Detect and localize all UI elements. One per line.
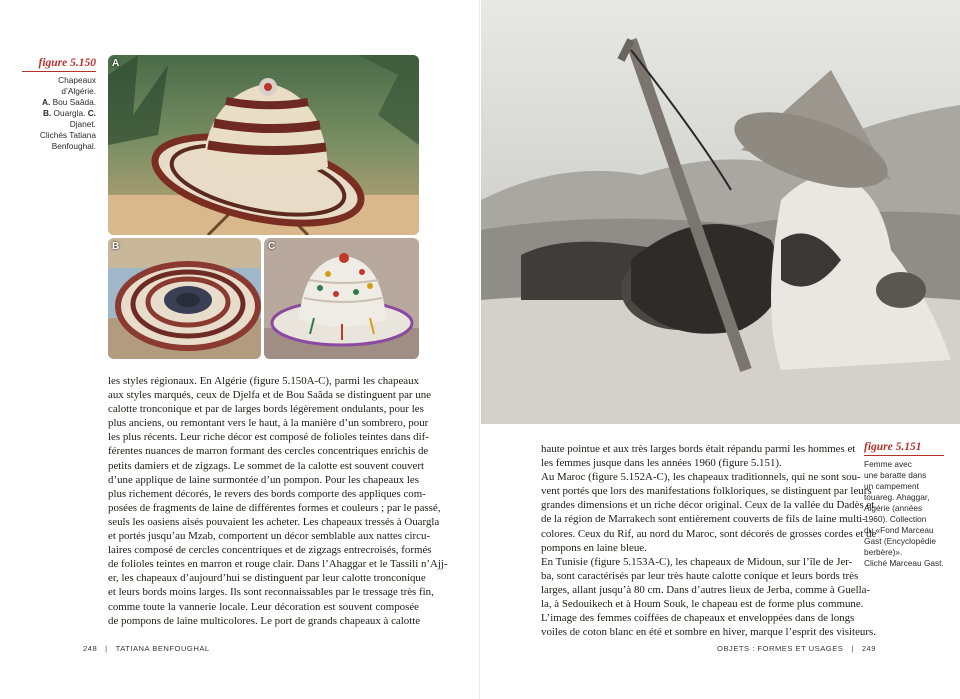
photo-hat-ouargla xyxy=(108,238,261,359)
text-line: calotte tronconique et par de larges bords légèrement ondulants, pour les xyxy=(108,403,424,416)
caption-line: 1960). Collection xyxy=(864,514,927,524)
text-line: petits damiers et de zigzags. Le sommet de la calotte est souvent couvert xyxy=(108,459,425,472)
page-number-left: 248 xyxy=(83,644,98,653)
photo-letter-c: C xyxy=(268,241,276,252)
caption-line xyxy=(22,130,96,141)
text-line: seuls les oasiens aisés pouvaient les acheter. Les chapeaux tressés à Ouargla xyxy=(108,515,440,528)
caption-text xyxy=(864,459,944,569)
text-line: pompons en laine bleue. xyxy=(541,541,647,554)
text-line: L’image des femmes coiffées de chapeaux et enveloppées dans de longs xyxy=(541,612,855,625)
text-line: er, les chapeaux d’aujourd’hui se distinguent par leur calotte tronconique xyxy=(108,572,426,585)
caption-line: Cliché Marceau Gast. xyxy=(864,558,944,568)
caption-line: berbère)». xyxy=(864,547,903,557)
caption-segment: Benfoughal. xyxy=(51,141,96,151)
figure-label: figure 5.151 xyxy=(864,441,922,453)
caption-line xyxy=(22,97,96,108)
text-line: la, à Sedouikech et à Houm Souk, le chapeau est de forme plus commune. xyxy=(541,598,864,611)
text-line: d’une applique de laine surmontée d’un pompon. Pour les chapeaux les xyxy=(108,473,419,486)
text-line: aux styles marqués, ceux de Djelfa et de Bou Saâda se distinguent par une xyxy=(108,389,431,402)
right-body-text xyxy=(541,442,877,639)
caption-line: du «Fond Marceau xyxy=(864,525,934,535)
figure-rule xyxy=(22,71,96,72)
figure-label: figure 5.150 xyxy=(38,57,96,69)
text-line: plus anciens, ou remontant vers le haut, à la manière d’un sombrero, pour xyxy=(108,417,429,430)
page-number-right: 249 xyxy=(861,644,876,653)
caption-line xyxy=(22,141,96,152)
caption-line: un campement xyxy=(864,481,919,491)
text-line: et leurs bords moins larges. Ils sont reconnaissables par le tressage très fin, xyxy=(108,586,434,599)
caption-segment: Chapeaux d’Algérie. xyxy=(58,75,96,96)
caption-line xyxy=(22,75,96,97)
caption-prefix: A. xyxy=(42,97,51,107)
caption-line: Algérie (années xyxy=(864,503,923,513)
caption-prefix: B. xyxy=(42,108,52,118)
photo-letter-b: B xyxy=(112,241,120,252)
photo-letter-a: A xyxy=(112,58,120,69)
text-line: les plus récents. Leur riche décor est composé de folioles teintes dans dif- xyxy=(108,431,429,444)
text-line: férentes nuances de marron formant des cercles concentriques enrichis de xyxy=(108,445,429,458)
caption-line: une baratte dans xyxy=(864,470,927,480)
figure-caption-5-151 xyxy=(864,441,944,569)
caption-line: Femme avec xyxy=(864,459,912,469)
photo-b-image xyxy=(108,238,261,359)
left-footer xyxy=(83,644,210,653)
caption-line: touareg. Ahaggar, xyxy=(864,492,930,502)
text-line: de pompons de laine multicolores. Le port de grands chapeaux à calotte xyxy=(108,614,421,627)
right-footer xyxy=(717,644,876,653)
caption-segment: Bou Saâda. xyxy=(50,97,96,107)
text-line: vent portés que lors des manifestations folkloriques, se distinguent par leurs xyxy=(541,485,872,498)
footer-separator: | xyxy=(105,644,108,653)
caption-segment: Ouargla. xyxy=(51,108,88,118)
text-line: grandes dimensions et un riche décor original. Ceux de la vallée du Dadès et xyxy=(541,499,875,512)
text-line: larges, allant jusqu’à 80 cm. Dans d’autres lieux de Jerba, comme à Guella- xyxy=(541,583,871,596)
figure-caption-5-150 xyxy=(22,57,96,152)
text-line: haute pointue et aux très larges bords était répandu parmi les hommes et xyxy=(541,443,856,455)
caption-segment: Clichés Tatiana xyxy=(39,130,96,140)
text-line: En Tunisie (figure 5.153A-C), les chapeaux de Midoun, sur l’île de Jer- xyxy=(541,555,853,568)
caption-line xyxy=(22,108,96,130)
caption-text xyxy=(22,75,96,152)
text-line: les femmes jusque dans les années 1960 (figure 5.151). xyxy=(541,457,782,470)
figure-rule xyxy=(864,455,944,456)
photo-hat-bou-saada xyxy=(108,55,419,235)
text-line: et portés jusqu’au Mzab, comportent un décor semblable aux nattes circu- xyxy=(108,530,431,543)
photo-woman-churn-camp xyxy=(481,0,960,424)
caption-line: Gast (Encyclopédie xyxy=(864,536,936,546)
photo-bw-image xyxy=(481,0,960,424)
text-line: posées de fragments de laine de différentes formes et couleurs ; par le passé, xyxy=(108,501,441,514)
text-line: voiles de coton blanc en été et sombre en hiver, marque l’esprit des visiteurs. xyxy=(541,626,876,639)
left-body-text xyxy=(108,374,448,628)
caption-segment: Djanet. xyxy=(69,119,96,129)
text-line: de la région de Marrakech sont entièrement couverts de fils de laine multi- xyxy=(541,513,866,526)
footer-author: TATIANA BENFOUGHAL xyxy=(115,644,210,653)
photo-hat-djanet xyxy=(264,238,419,359)
photo-c-image xyxy=(264,238,419,359)
caption-prefix: C. xyxy=(87,108,96,118)
text-line: laires composé de cercles concentriques et de zigzags entrecroisés, formés xyxy=(108,544,432,557)
text-line: comme toute la vannerie locale. Leur décoration est souvent composée xyxy=(108,600,419,613)
text-line: Au Maroc (figure 5.152A-C), les chapeaux traditionnels, qui ne sont sou- xyxy=(541,471,861,484)
text-line: de folioles teintes en marron et rouge clair. Dans l’Ahaggar et le Tassili n’Ajj- xyxy=(108,558,448,571)
photo-a-image xyxy=(108,55,419,235)
footer-separator: | xyxy=(851,644,854,653)
text-line: les styles régionaux. En Algérie (figure 5.150A-C), parmi les chapeaux xyxy=(108,375,419,387)
text-line: colores. Ceux du Rif, au nord du Maroc, sont décorés de grosses cordes et de xyxy=(541,527,877,540)
text-line: plus richement décorés, le revers des bords comporte des appliques com- xyxy=(108,487,426,500)
footer-section: OBJETS : FORMES ET USAGES xyxy=(717,644,844,653)
text-line: ba, sont caractérisés par leur très haute calotte conique et leurs bords très xyxy=(541,569,859,582)
